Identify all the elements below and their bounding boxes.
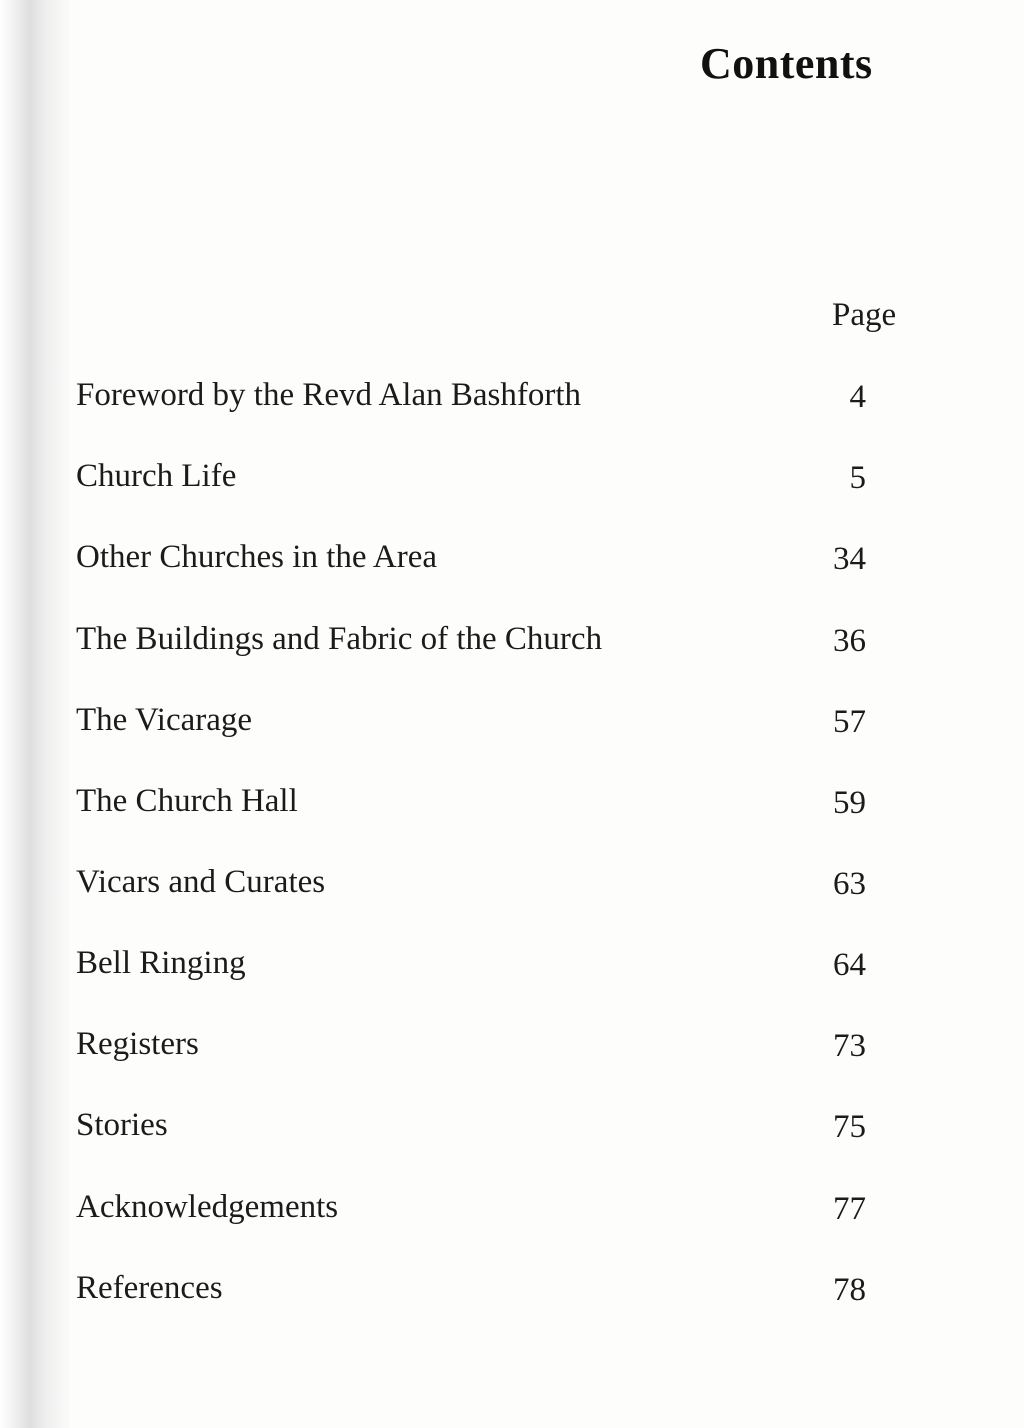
toc-entry-title: The Church Hall bbox=[76, 783, 298, 819]
toc-entry-page: 63 bbox=[833, 866, 866, 902]
toc-entry-page: 75 bbox=[833, 1109, 866, 1145]
toc-entry-page: 57 bbox=[833, 704, 866, 740]
toc-entry-page: 77 bbox=[833, 1191, 866, 1227]
toc-entry-title: Registers bbox=[76, 1026, 199, 1062]
toc-entry-title: Bell Ringing bbox=[76, 945, 246, 981]
toc-entry bbox=[76, 864, 906, 908]
toc-entry bbox=[76, 1189, 906, 1233]
toc-entry-title: The Buildings and Fabric of the Church bbox=[76, 621, 603, 657]
toc-entry-title: Acknowledgements bbox=[76, 1189, 339, 1225]
page-title: Contents bbox=[700, 39, 873, 88]
toc-entry-page: 73 bbox=[833, 1028, 866, 1064]
toc-entry-title: Vicars and Curates bbox=[76, 864, 326, 900]
toc-entry-page: 34 bbox=[833, 541, 866, 577]
toc-entry bbox=[76, 1026, 906, 1070]
toc-entry bbox=[76, 1270, 906, 1314]
toc-entry-page: 4 bbox=[849, 379, 866, 415]
page-column-header: Page bbox=[832, 297, 897, 333]
toc-entry bbox=[76, 783, 906, 827]
toc-entry bbox=[76, 702, 906, 746]
toc-entry bbox=[76, 458, 906, 502]
toc-entry-title: Stories bbox=[76, 1107, 168, 1143]
toc-entry-page: 36 bbox=[833, 623, 866, 659]
toc-entry-page: 64 bbox=[833, 947, 866, 983]
toc-entry bbox=[76, 539, 906, 583]
toc-entry bbox=[76, 1107, 906, 1151]
toc-entry-page: 78 bbox=[833, 1272, 866, 1308]
toc-entry-title: Foreword by the Revd Alan Bashforth bbox=[76, 377, 582, 413]
toc-entry-title: Church Life bbox=[76, 458, 237, 494]
toc-entry-title: The Vicarage bbox=[76, 702, 253, 738]
toc-entry bbox=[76, 945, 906, 989]
toc-entry bbox=[76, 621, 906, 665]
toc-entry bbox=[76, 377, 906, 421]
toc-entry-title: Other Churches in the Area bbox=[76, 539, 438, 575]
toc-entry-title: References bbox=[76, 1270, 223, 1306]
toc-entry-page: 59 bbox=[833, 785, 866, 821]
toc-entry-page: 5 bbox=[849, 460, 866, 496]
